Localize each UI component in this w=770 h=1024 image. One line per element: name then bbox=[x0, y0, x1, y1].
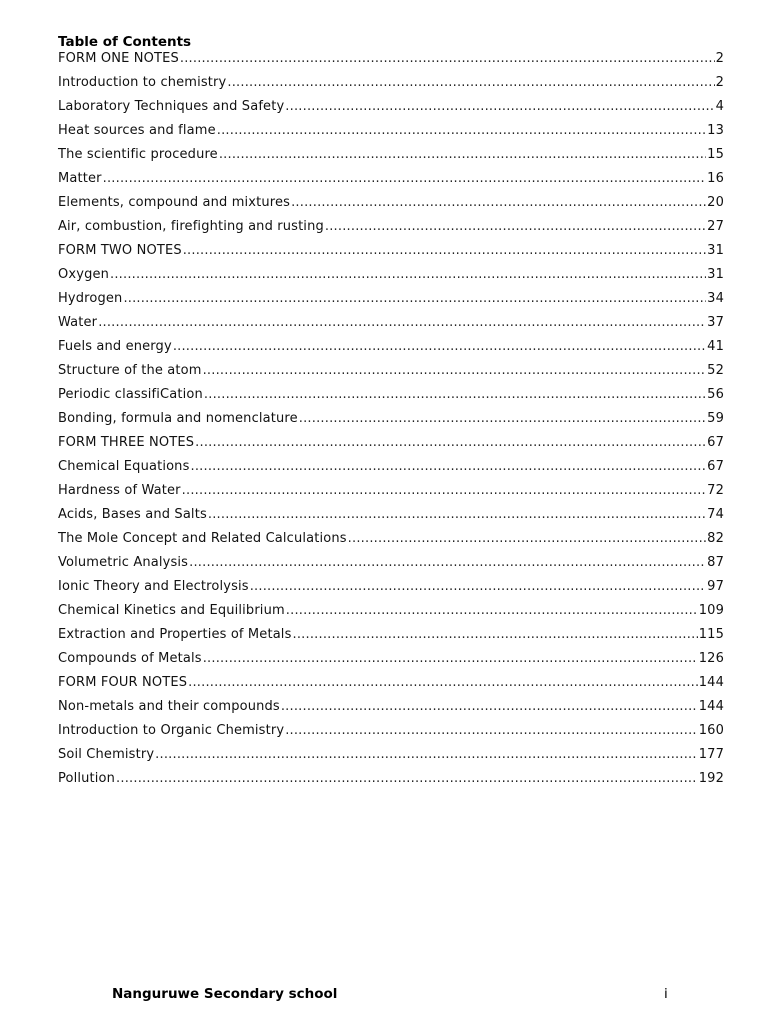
toc-entry-label: The Mole Concept and Related Calculations bbox=[58, 531, 347, 546]
toc-entry[interactable] bbox=[58, 651, 724, 675]
toc-entry[interactable] bbox=[58, 219, 724, 243]
toc-entry[interactable] bbox=[58, 267, 724, 291]
toc-entry-page-number: 74 bbox=[707, 507, 724, 522]
toc-title: Table of Contents bbox=[58, 34, 192, 50]
toc-dot-leader bbox=[98, 315, 706, 330]
toc-dot-leader bbox=[219, 147, 706, 162]
toc-entry-page-number: 126 bbox=[698, 651, 724, 666]
toc-dot-leader bbox=[250, 579, 706, 594]
toc-dot-leader bbox=[285, 723, 698, 738]
toc-dot-leader bbox=[188, 675, 698, 690]
toc-entry[interactable] bbox=[58, 363, 724, 387]
toc-entry-page-number: 37 bbox=[707, 315, 724, 330]
toc-dot-leader bbox=[291, 195, 706, 210]
toc-entry[interactable] bbox=[58, 315, 724, 339]
toc-entry[interactable] bbox=[58, 771, 724, 795]
toc-entry-label: Water bbox=[58, 315, 98, 330]
toc-entry-page-number: 13 bbox=[707, 123, 724, 138]
toc-entry-label: Pollution bbox=[58, 771, 116, 786]
footer-school-name: Nanguruwe Secondary school bbox=[112, 986, 338, 1002]
toc-dot-leader bbox=[191, 459, 707, 474]
toc-dot-leader bbox=[103, 171, 707, 186]
toc-entry-page-number: 31 bbox=[707, 243, 724, 258]
toc-entry[interactable] bbox=[58, 411, 724, 435]
toc-dot-leader bbox=[203, 363, 707, 378]
toc-entry-label: Matter bbox=[58, 171, 102, 186]
toc-entry-label: Non-metals and their compounds bbox=[58, 699, 280, 714]
toc-dot-leader bbox=[286, 603, 698, 618]
toc-dot-leader bbox=[325, 219, 706, 234]
toc-list bbox=[58, 51, 724, 795]
toc-entry-label: Hydrogen bbox=[58, 291, 123, 306]
toc-entry[interactable] bbox=[58, 291, 724, 315]
toc-entry-page-number: 192 bbox=[698, 771, 724, 786]
toc-dot-leader bbox=[173, 339, 706, 354]
toc-dot-leader bbox=[208, 507, 706, 522]
toc-entry-page-number: 41 bbox=[707, 339, 724, 354]
footer-page-number: i bbox=[664, 986, 668, 1002]
toc-entry-page-number: 2 bbox=[715, 51, 724, 66]
toc-entry[interactable] bbox=[58, 435, 724, 459]
toc-entry[interactable] bbox=[58, 699, 724, 723]
toc-dot-leader bbox=[182, 483, 706, 498]
toc-entry-label: Heat sources and flame bbox=[58, 123, 216, 138]
toc-entry-page-number: 4 bbox=[715, 99, 724, 114]
toc-entry-page-number: 2 bbox=[715, 75, 724, 90]
toc-entry-page-number: 16 bbox=[707, 171, 724, 186]
toc-entry[interactable] bbox=[58, 483, 724, 507]
toc-entry-label: FORM TWO NOTES bbox=[58, 243, 182, 258]
toc-entry-label: Air, combustion, firefighting and rusting bbox=[58, 219, 324, 234]
toc-entry[interactable] bbox=[58, 195, 724, 219]
toc-entry-label: Oxygen bbox=[58, 267, 110, 282]
toc-dot-leader bbox=[189, 555, 706, 570]
toc-dot-leader bbox=[183, 243, 706, 258]
toc-entry-page-number: 144 bbox=[698, 675, 724, 690]
toc-entry[interactable] bbox=[58, 723, 724, 747]
toc-dot-leader bbox=[299, 411, 706, 426]
toc-entry[interactable] bbox=[58, 603, 724, 627]
toc-entry[interactable] bbox=[58, 51, 724, 75]
toc-entry-label: Chemical Equations bbox=[58, 459, 190, 474]
toc-entry[interactable] bbox=[58, 387, 724, 411]
toc-entry-label: Ionic Theory and Electrolysis bbox=[58, 579, 249, 594]
toc-entry[interactable] bbox=[58, 171, 724, 195]
toc-entry-page-number: 160 bbox=[698, 723, 724, 738]
toc-entry[interactable] bbox=[58, 99, 724, 123]
toc-entry-page-number: 115 bbox=[698, 627, 724, 642]
toc-entry-page-number: 82 bbox=[707, 531, 724, 546]
toc-dot-leader bbox=[116, 771, 698, 786]
toc-entry-label: Bonding, formula and nomenclature bbox=[58, 411, 298, 426]
toc-dot-leader bbox=[227, 75, 714, 90]
toc-entry-page-number: 34 bbox=[707, 291, 724, 306]
toc-entry[interactable] bbox=[58, 627, 724, 651]
toc-entry-label: Structure of the atom bbox=[58, 363, 202, 378]
toc-dot-leader bbox=[195, 435, 706, 450]
toc-entry-label: Volumetric Analysis bbox=[58, 555, 189, 570]
toc-entry-page-number: 31 bbox=[707, 267, 724, 282]
toc-dot-leader bbox=[348, 531, 706, 546]
toc-entry-page-number: 56 bbox=[707, 387, 724, 402]
toc-entry-page-number: 15 bbox=[707, 147, 724, 162]
toc-entry-label: Extraction and Properties of Metals bbox=[58, 627, 292, 642]
toc-entry[interactable] bbox=[58, 579, 724, 603]
toc-entry-label: Hardness of Water bbox=[58, 483, 181, 498]
toc-dot-leader bbox=[204, 387, 706, 402]
toc-entry-label: Soil Chemistry bbox=[58, 747, 155, 762]
toc-entry-label: Periodic classifiCation bbox=[58, 387, 203, 402]
toc-dot-leader bbox=[281, 699, 698, 714]
toc-dot-leader bbox=[155, 747, 698, 762]
toc-entry[interactable] bbox=[58, 123, 724, 147]
toc-entry-page-number: 87 bbox=[707, 555, 724, 570]
toc-dot-leader bbox=[110, 267, 706, 282]
toc-entry-label: Acids, Bases and Salts bbox=[58, 507, 207, 522]
toc-dot-leader bbox=[217, 123, 706, 138]
toc-entry-page-number: 52 bbox=[707, 363, 724, 378]
toc-entry-page-number: 97 bbox=[707, 579, 724, 594]
toc-entry-label: Laboratory Techniques and Safety bbox=[58, 99, 285, 114]
toc-entry-page-number: 67 bbox=[707, 435, 724, 450]
toc-entry-page-number: 67 bbox=[707, 459, 724, 474]
toc-entry-label: FORM THREE NOTES bbox=[58, 435, 195, 450]
toc-dot-leader bbox=[180, 51, 715, 66]
toc-dot-leader bbox=[203, 651, 698, 666]
toc-dot-leader bbox=[123, 291, 706, 306]
toc-entry-page-number: 144 bbox=[698, 699, 724, 714]
toc-entry-label: Fuels and energy bbox=[58, 339, 172, 354]
toc-entry-page-number: 20 bbox=[707, 195, 724, 210]
toc-entry-label: The scientific procedure bbox=[58, 147, 218, 162]
toc-entry-label: FORM FOUR NOTES bbox=[58, 675, 188, 690]
toc-entry[interactable] bbox=[58, 339, 724, 363]
toc-entry[interactable] bbox=[58, 531, 724, 555]
toc-entry[interactable] bbox=[58, 243, 724, 267]
toc-entry[interactable] bbox=[58, 747, 724, 771]
toc-entry[interactable] bbox=[58, 675, 724, 699]
toc-entry[interactable] bbox=[58, 147, 724, 171]
toc-entry[interactable] bbox=[58, 459, 724, 483]
toc-entry-page-number: 72 bbox=[707, 483, 724, 498]
toc-entry[interactable] bbox=[58, 75, 724, 99]
toc-entry[interactable] bbox=[58, 555, 724, 579]
toc-entry-label: FORM ONE NOTES bbox=[58, 51, 179, 66]
toc-entry-page-number: 59 bbox=[707, 411, 724, 426]
toc-entry-label: Chemical Kinetics and Equilibrium bbox=[58, 603, 285, 618]
toc-entry-label: Compounds of Metals bbox=[58, 651, 202, 666]
toc-entry-label: Elements, compound and mixtures bbox=[58, 195, 291, 210]
toc-entry[interactable] bbox=[58, 507, 724, 531]
toc-entry-page-number: 177 bbox=[698, 747, 724, 762]
toc-dot-leader bbox=[285, 99, 714, 114]
toc-entry-label: Introduction to Organic Chemistry bbox=[58, 723, 285, 738]
toc-entry-label: Introduction to chemistry bbox=[58, 75, 227, 90]
toc-dot-leader bbox=[293, 627, 698, 642]
toc-entry-page-number: 27 bbox=[707, 219, 724, 234]
toc-entry-page-number: 109 bbox=[698, 603, 724, 618]
